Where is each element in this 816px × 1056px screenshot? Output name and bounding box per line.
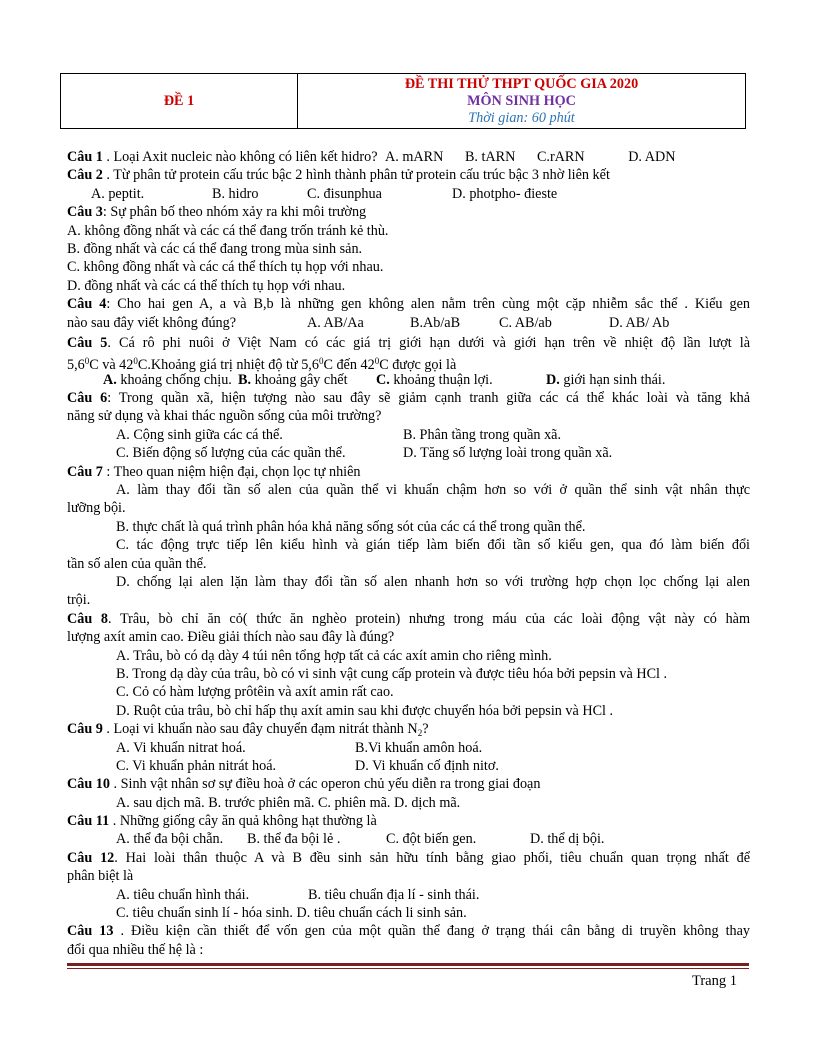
question-text: . Hai loài thân thuộc A và B đều sinh sản hữu tính bằng giao phối, tiêu chuẩn quan trọng nhất để [114,849,750,866]
footer-rule-thin [67,968,749,969]
option-key: A. [103,371,117,388]
option-a: A. Trâu, bò có dạ dày 4 túi nên tổng hợp tất cả các axít amin cho riêng mình. [116,647,552,664]
question-text: : Sự phân bố theo nhóm xảy ra khi môi trường [102,204,367,221]
degree-sup: 0 [84,356,90,367]
degree-sup: 0 [374,356,380,367]
question-number: Câu 13 [67,923,114,940]
option-b: B.Ab/aB [410,314,461,331]
question-number: Câu 4 [67,296,107,313]
option-a: khoảng chống chịu. [116,371,232,388]
footer-rule [67,963,749,966]
option-key: B. [238,371,252,388]
option-d: D. Ruột của trâu, bò chỉ hấp thụ axít amin sau khi được chuyển hóa bởi pepsin và HCl . [116,702,614,719]
question-number: Câu 3 [67,204,103,221]
question-7 [67,463,750,481]
question-text-cont: nào sau đây viết không đúng? [67,314,237,331]
option-a: A. không đồng nhất và các cá thể đang trốn tránh kẻ thù. [67,222,389,239]
question-number: Câu 7 [67,463,103,480]
question-text: . Điều kiện cần thiết để vốn gen của một quần thể đang ở trạng thái cân bằng di truyền không thay [113,923,750,940]
option-c: C. không đồng nhất và các cá thể thích tụ họp với nhau. [67,259,384,276]
option-b: B. hidro [212,185,259,202]
exam-title-cell [298,74,745,128]
question-12-options-ab [67,886,750,904]
question-tail: ? [422,721,429,738]
question-6-options-cd [67,444,750,462]
option-c: C.rARN [536,149,585,165]
question-text: : Trong quần xã, hiện tượng nào sau đây sẽ giảm cạnh tranh giữa các cá thể khác loài và tăng khả [107,390,750,407]
temp-text: C và 42 [89,357,134,374]
question-9-options-cd [67,757,750,775]
question-text: . Cá rô phi nuôi ở Việt Nam có các giá trị giới hạn dưới và giới hạn trên về nhiệt độ lần lượt là [107,334,751,351]
question-text: : Theo quan niệm hiện đại, chọn lọc tự nhiên [102,463,361,480]
option-d: D. AB/ Ab [609,314,670,331]
option-c: C. Vi khuẩn phản nitrát hoá. [116,757,277,774]
option-b: B. thực chất là quá trình phân hóa khả năng sống sót của các cá thể trong quần thể. [116,518,586,535]
question-10-options: A. sau dịch mã. B. trước phiên mã. C. phiên mã. D. dịch mã. [116,794,461,811]
temp-text: C.Khoảng giá trị nhiệt độ từ 5,6 [137,357,319,374]
question-5-cont [67,352,750,374]
option-a: A. Vi khuẩn nitrat hoá. [116,739,246,756]
question-number: Câu 1 [67,149,103,165]
question-6 [67,389,750,407]
temp-low: 5,6 [67,357,85,374]
option-b: B. tARN [464,149,516,165]
question-8 [67,610,750,628]
question-number: Câu 9 [67,721,103,738]
question-number: Câu 6 [67,390,108,407]
question-10 [67,775,750,793]
option-c-cont: tần số alen của quần thể. [67,555,207,572]
question-11-options [67,830,750,848]
question-9 [67,720,750,738]
question-1 [67,148,750,166]
question-5 [67,334,750,352]
question-text-cont: năng sử dụng và khai thác nguồn sống của môi trường? [67,408,382,425]
option-d-cont: trội. [67,592,91,609]
option-b: B. thể đa bội lẻ . [247,831,341,848]
option-a: A. mARN [385,149,444,165]
exam-subject: MÔN SINH HỌC [467,92,576,109]
option-d: D. Vi khuẩn cố định nitơ. [355,757,499,774]
option-b: B. đồng nhất và các cá thể đang trong mùa sinh sản. [67,240,363,257]
question-text: . Trâu, bò chỉ ăn cỏ( thức ăn nghèo protein) nhưng trong máu của các loài động vật này có hàm [108,610,751,627]
option-d: D. chống lại alen lặn làm thay đổi tần số alen nhanh hơn so với trường hợp chọn lọc chống lại alen [116,573,750,590]
option-c: khoảng thuận lợi. [389,371,493,388]
option-d: D. ADN [628,149,676,165]
option-b: khoảng gây chết [251,371,348,388]
question-text: . Những giống cây ăn quả không hạt thường là [109,813,377,830]
question-13 [67,922,750,940]
question-number: Câu 5 [67,334,108,351]
question-text-cont: lượng axít amin cao. Điều giải thích nào sau đây là đúng? [67,629,395,646]
exam-header [60,73,746,129]
option-c: C. đisunphua [307,185,382,202]
question-number: Câu 12 [67,849,115,866]
option-d: D. đồng nhất và các cá thể thích tụ họp với nhau. [67,277,346,294]
option-c: C. Cỏ có hàm lượng prôtêin và axít amin rất cao. [116,684,394,701]
question-text: . Loại Axit nucleic nào không có liên kết hidro? [102,149,378,165]
question-4 [67,295,750,313]
question-text-cont: đổi qua nhiều thế hệ là : [67,941,204,958]
question-5-options [67,371,750,389]
question-4-cont [67,314,750,332]
question-11 [67,812,750,830]
degree-sup: 0 [318,356,324,367]
question-12-options-cd: C. tiêu chuẩn sinh lí - hóa sinh. D. tiêu chuẩn cách li sinh sản. [116,905,467,922]
question-text: . Loại vi khuẩn nào sau đây chuyển đạm nitrát thành N [102,721,418,738]
page-number: Trang 1 [692,973,737,989]
option-key: D. [546,371,560,388]
option-a: A. làm thay đổi tần số alen của quần thể vi khuẩn chậm hơn so với ở quần thể sinh vật nhân thực [116,482,750,499]
question-6-options-ab [67,426,750,444]
option-b: B. tiêu chuẩn địa lí - sinh thái. [308,886,480,903]
question-text: . Sinh vật nhân sơ sự điều hoà ở các operon chủ yếu diễn ra trong giai đoạn [109,776,541,793]
question-12 [67,849,750,867]
temp-text: C đến 42 [323,357,375,374]
exam-code-cell [61,74,298,128]
question-2-options [67,185,750,203]
option-a-cont: lưỡng bội. [67,500,126,517]
question-text: . Từ phân tử protein cấu trúc bậc 2 hình thành phân tử protein cấu trúc bậc 3 nhờ liên kết [102,167,610,184]
option-c: C. Biến động số lượng của các quần thể. [116,445,346,462]
option-a: A. tiêu chuẩn hình thái. [116,886,250,903]
option-a: A. peptit. [91,185,145,202]
exam-code: ĐỀ 1 [163,92,195,109]
option-d: D. Tăng số lượng loài trong quần xã. [403,445,613,462]
option-c: C. đột biến gen. [386,831,477,848]
option-d: D. photpho- đieste [452,185,558,202]
option-a: A. thể đa bội chẵn. [116,831,224,848]
option-d: giới hạn sinh thái. [559,371,666,388]
question-number: Câu 11 [67,813,110,830]
question-9-options-ab [67,739,750,757]
option-b: B. Trong dạ dày của trâu, bò có vi sinh vật cung cấp protein và được tiêu hóa bởi pepsin và HCl . [116,665,668,682]
temp-text: C được gọi là [379,357,457,374]
option-key: C. [376,371,390,388]
option-c: C. AB/ab [499,314,552,331]
option-a: A. Cộng sinh giữa các cá thể. [116,426,283,443]
question-text-cont: phân biệt là [67,868,134,885]
question-2 [67,166,750,184]
question-3 [67,203,750,221]
subscript: 2 [417,728,423,739]
exam-time: Thời gian: 60 phút [468,109,575,126]
option-d: D. thể dị bội. [530,831,605,848]
question-text: : Cho hai gen A, a và B,b là những gen không alen nằm trên cùng một cặp nhiễm sắc thể . Kiểu gen [106,296,751,313]
degree-sup: 0 [133,356,138,367]
option-b: B. Phân tầng trong quần xã. [403,426,562,443]
exam-title: ĐỀ THI THỬ THPT QUỐC GIA 2020 [404,75,639,92]
option-a: A. AB/Aa [307,314,364,331]
option-b: B.Vi khuẩn amôn hoá. [355,739,483,756]
question-number: Câu 10 [67,776,110,793]
question-number: Câu 2 [67,167,103,184]
questions [67,148,750,959]
option-c: C. tác động trực tiếp lên kiểu hình và gián tiếp làm biến đổi tần số kiểu gen, qua đó làm biến đổi [116,537,750,554]
question-number: Câu 8 [67,610,109,627]
